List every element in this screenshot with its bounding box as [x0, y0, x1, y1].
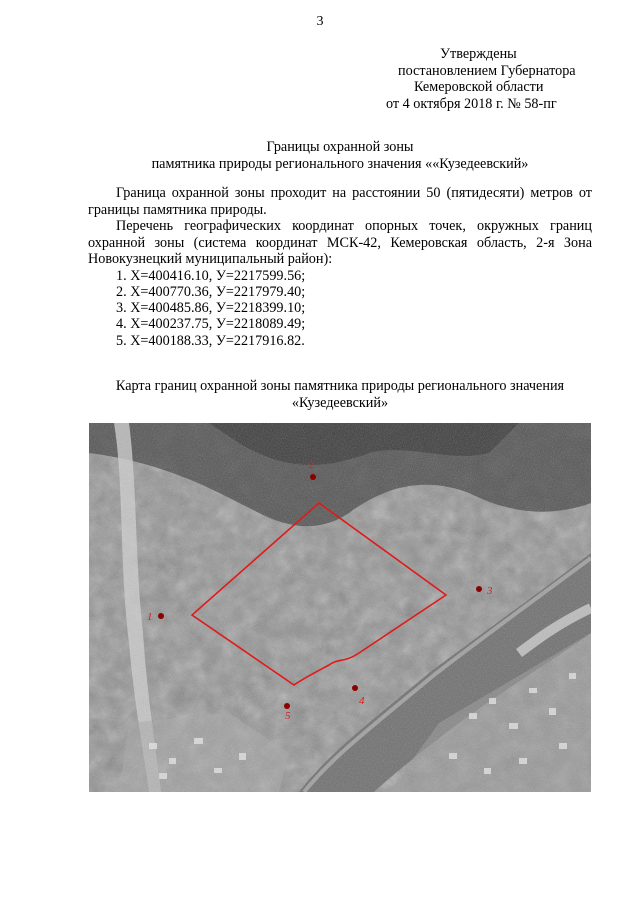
- coordinate-list: [88, 268, 592, 349]
- approval-block: [380, 46, 600, 112]
- coordinate-item: 4. Х=400237.75, У=2218089.49;: [116, 316, 306, 333]
- approval-line-2: постановлением Губернатора: [398, 62, 576, 79]
- svg-text:5: 5: [285, 710, 291, 722]
- map-caption-line-1: Карта границ охранной зоны памятника природы регионального значения: [115, 378, 565, 394]
- coordinate-item: 1. Х=400416.10, У=2217599.56;: [116, 267, 306, 284]
- image-grain: [89, 423, 591, 792]
- approval-line-3: Кемеровской области: [414, 79, 544, 95]
- approval-line-4: от 4 октября 2018 г. № 58-пг: [386, 95, 557, 112]
- svg-text:4: 4: [359, 695, 365, 707]
- approval-line-1: Утверждены: [440, 46, 517, 62]
- svg-text:3: 3: [487, 585, 493, 597]
- document-body: [88, 185, 592, 349]
- title-line-1: Границы охранной зоны: [266, 139, 414, 155]
- map-caption: [88, 378, 592, 411]
- map-svg: [89, 423, 591, 792]
- reference-point-5: [284, 703, 291, 722]
- coordinate-item: 2. Х=400770.36, У=2217979.40;: [116, 283, 306, 300]
- svg-text:2: 2: [309, 459, 315, 471]
- document-title: [88, 139, 592, 172]
- svg-text:1: 1: [147, 611, 153, 623]
- title-line-2: памятника природы регионального значения ««Кузедеевский»: [151, 155, 529, 172]
- satellite-map: [89, 423, 591, 792]
- paragraph-boundary-distance: Граница охранной зоны проходит на расстоянии 50 (пятидесяти) метров от границы памятника природы.: [88, 185, 592, 218]
- map-caption-line-2: «Кузедеевский»: [291, 394, 389, 411]
- page-number: 3: [316, 14, 324, 29]
- coordinate-item: 5. Х=400188.33, У=2217916.82.: [116, 332, 305, 349]
- coordinate-item: 3. Х=400485.86, У=2218399.10;: [116, 300, 306, 317]
- paragraph-coordinate-list-intro: Перечень географических координат опорных точек, окружных границ охранной зоны (система координат МСК-42, Кемеровская область, 2-я Зона Новокузнецкий муниципальный район):: [88, 218, 592, 267]
